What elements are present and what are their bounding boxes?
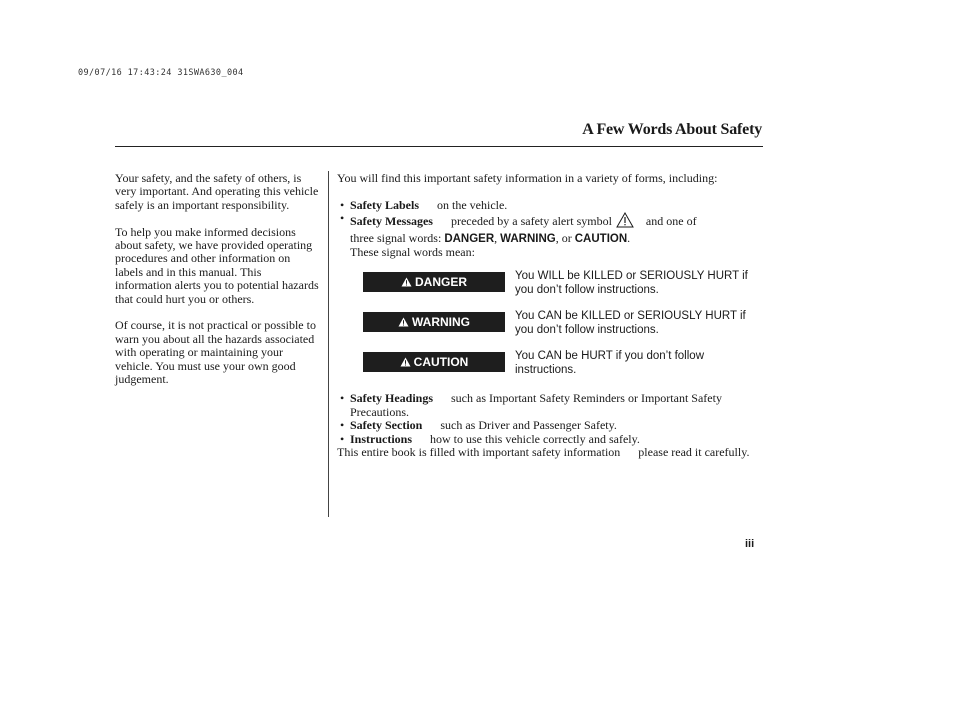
signal-word-table — [337, 272, 762, 392]
closing-paragraph — [337, 446, 762, 459]
bullet-list-top — [337, 199, 762, 260]
column-divider — [328, 171, 329, 517]
warning-label-box — [363, 312, 505, 332]
caution-description: You CAN be HURT if you don’t follow instructions. — [515, 350, 704, 377]
signal-words-prefix: three signal words: — [350, 230, 442, 245]
safety-alert-icon — [616, 212, 634, 231]
signal-words-line — [350, 232, 762, 246]
closing-text-2: please read it carefully. — [638, 445, 750, 460]
warning-triangle-icon — [398, 317, 409, 327]
caution-label-box — [363, 352, 505, 372]
list-item-safety-messages — [337, 212, 762, 259]
signal-row-caution — [337, 352, 762, 392]
bullet-dot: • — [340, 418, 345, 433]
desc-safety-labels: on the vehicle. — [437, 197, 508, 212]
paragraph-importance: Your safety, and the safety of others, is very important. And operating this vehicle safely is an important responsibility. — [115, 171, 319, 212]
warning-triangle-icon — [401, 277, 412, 287]
signal-word-warning: WARNING — [500, 232, 556, 245]
signal-word-caution: CAUTION — [574, 232, 628, 245]
term-safety-messages: Safety Messages — [350, 214, 433, 229]
signal-word-danger: DANGER — [444, 232, 495, 245]
term-instructions: Instructions — [350, 431, 413, 446]
caution-label-text: CAUTION — [413, 354, 469, 369]
bullet-list-bottom — [337, 392, 762, 446]
bullet-dot: • — [340, 431, 345, 446]
paragraph-informed-decisions: To help you make informed decisions about safety, we have provided operating procedures and other information on labels and in this manual. This information alerts you to potential hazards that could hurt you or others. — [115, 224, 319, 306]
paragraph-judgement: Of course, it is not practical or possible to warn you about all the hazards associated with operating or maintaining your vehicle. You must use your own good judgement. — [115, 318, 316, 387]
signal-words-mean: These signal words mean: — [350, 245, 475, 260]
list-item-safety-headings — [337, 392, 762, 419]
page-title: A Few Words About Safety — [582, 121, 762, 138]
intro-text: You will find this important safety information in a variety of forms, including: — [337, 171, 718, 185]
signal-sep-2: , or — [555, 230, 572, 245]
signal-row-danger — [337, 272, 762, 312]
desc-safety-messages-cont: and one of — [645, 214, 697, 229]
left-column — [115, 172, 321, 400]
desc-safety-headings: such as Important Safety Reminders or Important Safety Precautions. — [350, 391, 722, 419]
right-column — [337, 172, 762, 459]
list-item-safety-section — [337, 419, 762, 432]
term-safety-headings: Safety Headings — [350, 391, 434, 406]
danger-label-box — [363, 272, 505, 292]
signal-end: . — [627, 230, 631, 245]
term-safety-section: Safety Section — [350, 418, 423, 433]
desc-safety-section: such as Driver and Passenger Safety. — [440, 418, 617, 433]
closing-text-1: This entire book is filled with important safety information — [337, 445, 621, 460]
list-item-safety-labels — [337, 199, 762, 212]
list-item-instructions — [337, 433, 762, 446]
warning-triangle-icon — [400, 357, 411, 367]
desc-instructions: how to use this vehicle correctly and safely. — [430, 431, 640, 446]
page-number: iii — [745, 538, 755, 550]
danger-description: You WILL be KILLED or SERIOUSLY HURT if you don’t follow instructions. — [515, 270, 748, 297]
warning-label-text: WARNING — [412, 314, 470, 329]
desc-safety-messages: preceded by a safety alert symbol — [450, 214, 612, 229]
term-safety-labels: Safety Labels — [350, 197, 419, 212]
bullet-dot: • — [340, 211, 345, 226]
bullet-dot: • — [340, 197, 345, 212]
signal-sep-1: , — [494, 230, 498, 245]
bullet-dot: • — [340, 391, 345, 406]
warning-description: You CAN be KILLED or SERIOUSLY HURT if you don’t follow instructions. — [515, 310, 746, 337]
signal-row-warning — [337, 312, 762, 352]
print-stamp: 09/07/16 17:43:24 31SWA630_004 — [78, 68, 244, 78]
title-rule — [115, 146, 763, 147]
danger-label-text: DANGER — [414, 274, 467, 289]
